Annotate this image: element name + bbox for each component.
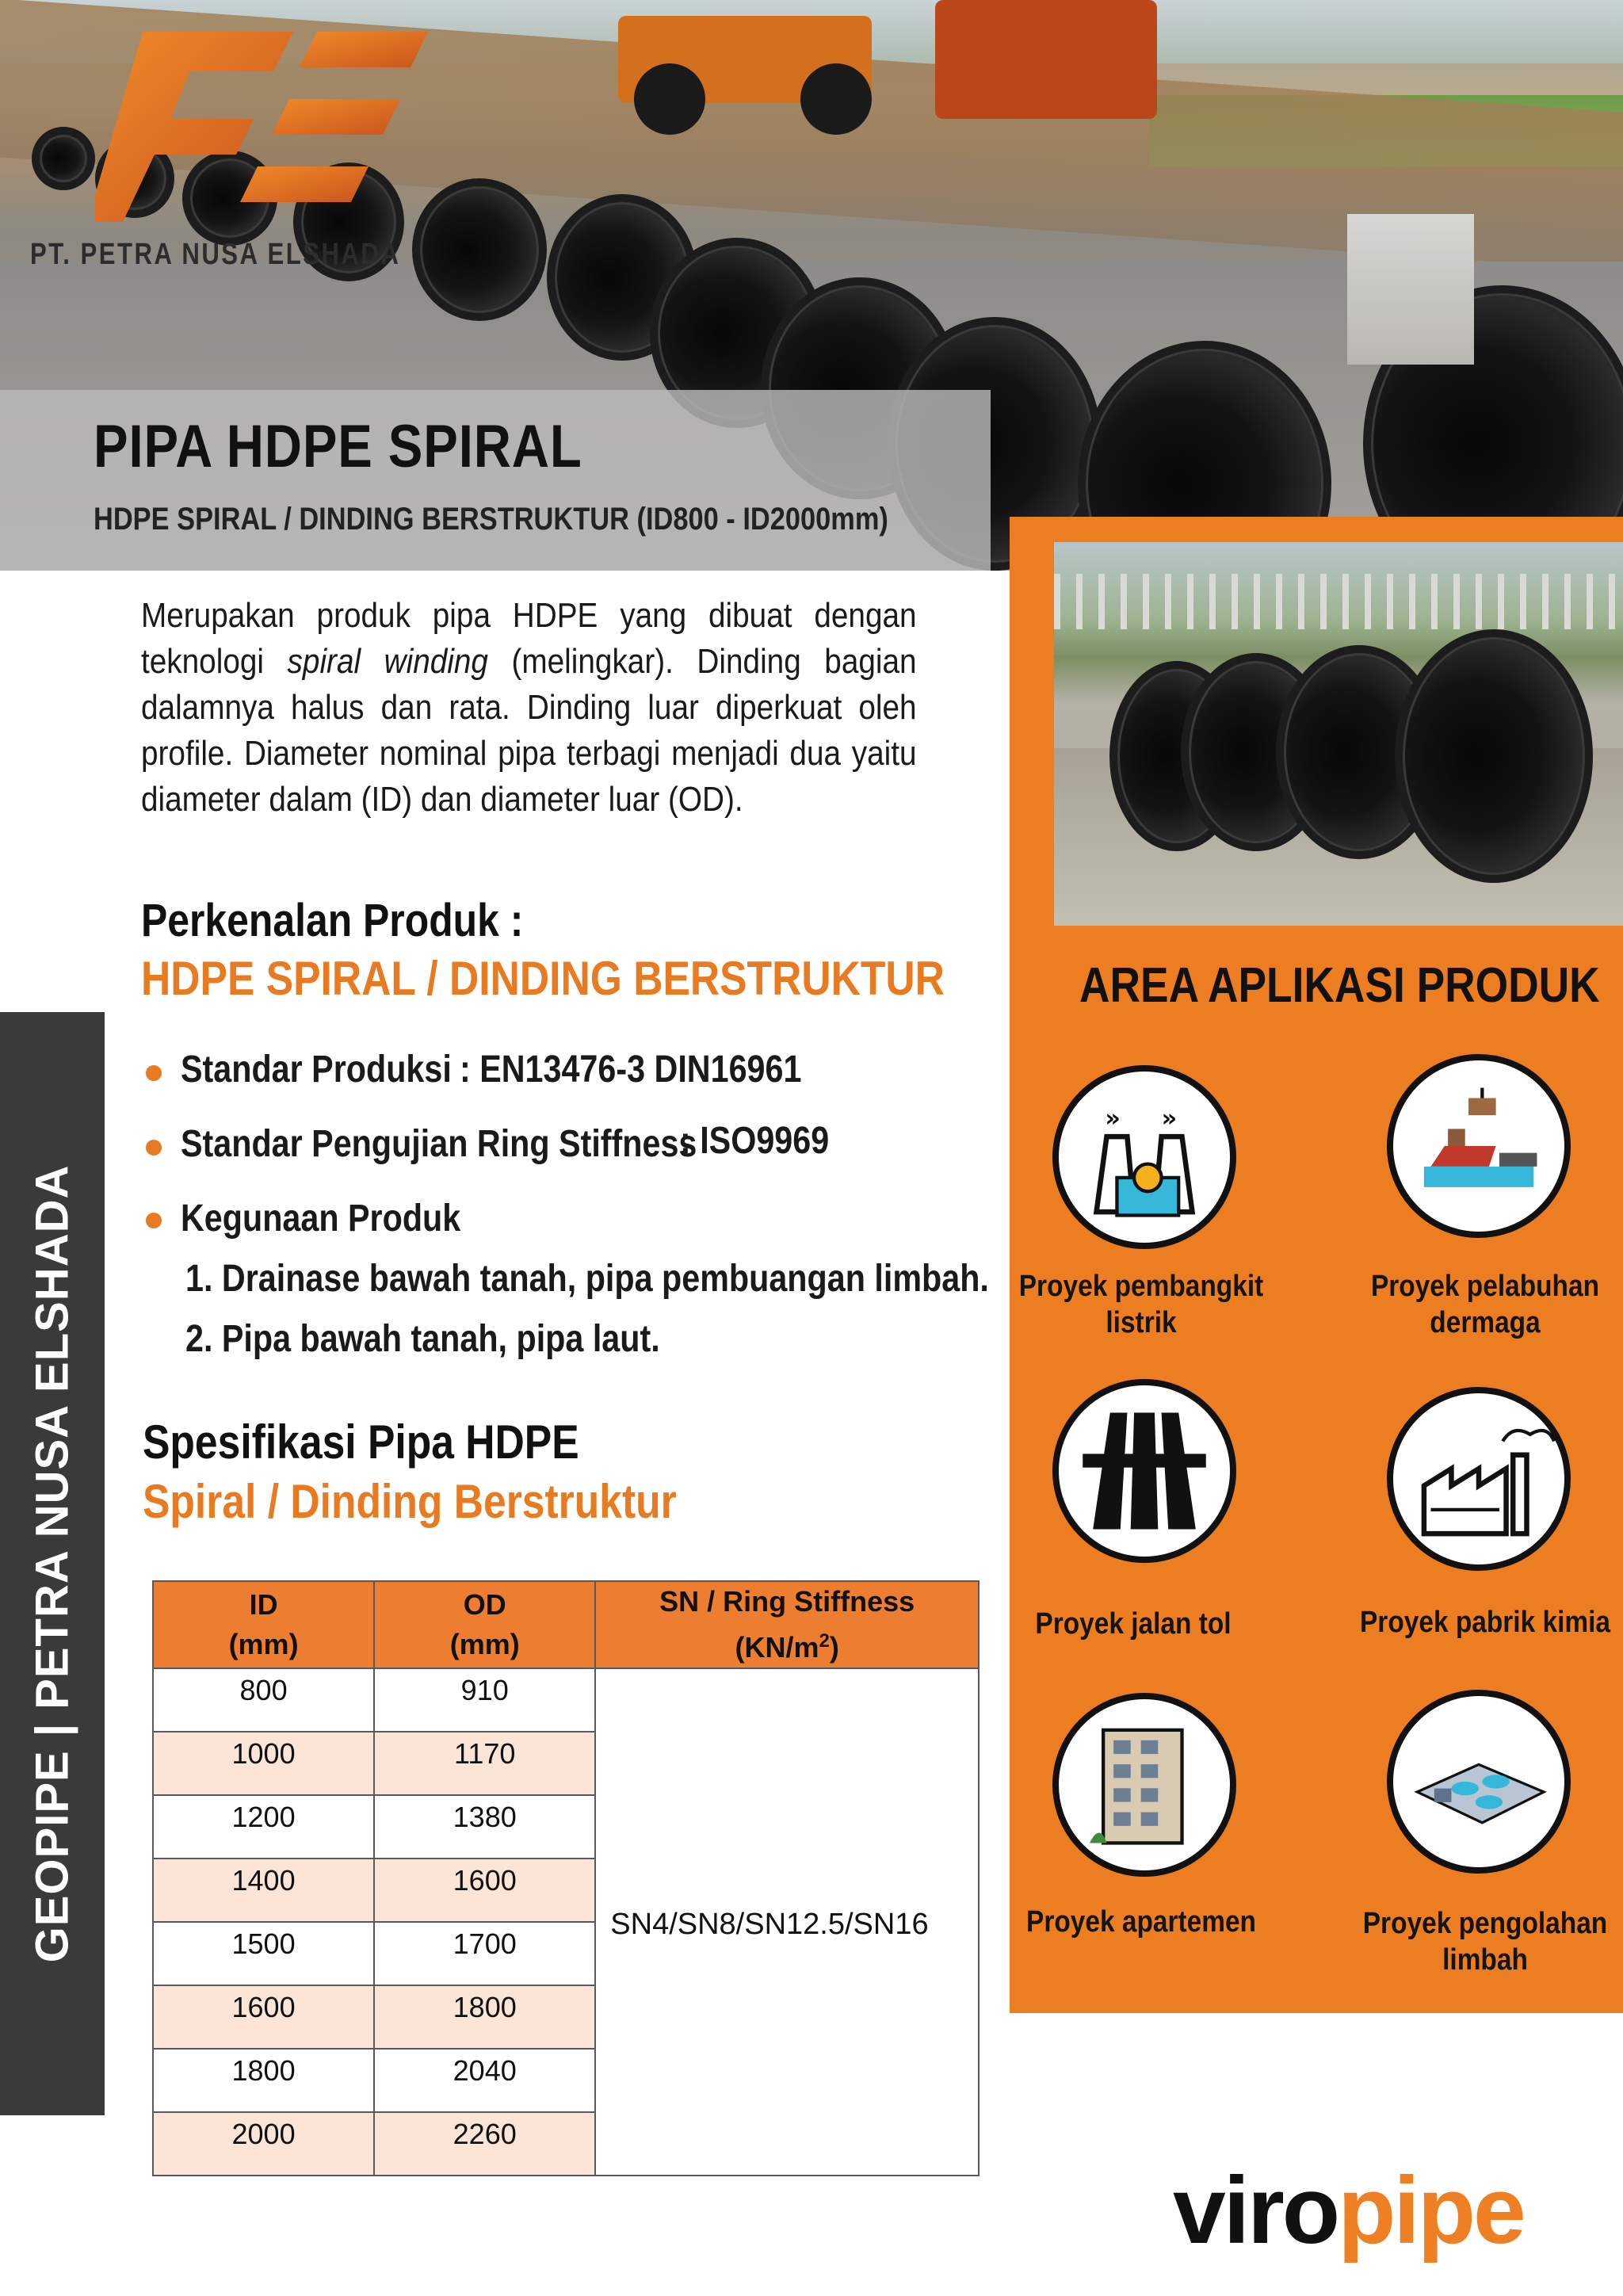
usage-item: 2. Pipa bawah tanah, pipa laut. [185,1318,660,1360]
spec-table [152,1580,980,2176]
cell-id: 1400 [153,1859,374,1922]
cell-sn: SN4/SN8/SN12.5/SN16 [595,1668,979,2176]
pipe-end [412,178,547,321]
pipe-stack-photo [1054,542,1623,926]
intro-text-start: Merupakan produk pipa HDPE yang dibuat dengan teknologi [141,596,917,681]
application-label: Proyek pabrik kimia [1359,1606,1610,1639]
column-header-id: ID (mm) [153,1581,374,1668]
cell-od: 1170 [374,1732,595,1795]
intro-text-end: (melingkar). Dinding bagian dalamnya halus dan rata. Dinding luar diperkuat oleh profile. Diameter nominal pipa terbagi menjadi dua yaitu diameter dalam (ID) dan diameter luar (OD). [141,642,917,819]
wastewater-plant-icon [1387,1690,1571,1874]
cell-id: 1800 [153,2049,374,2112]
cell-id: 1500 [153,1922,374,1985]
bullet-dot [146,1065,162,1081]
side-band-text: GEOPIPE | PETRA NUSA ELSHADA [26,1164,78,1963]
cell-id: 1000 [153,1732,374,1795]
cell-id: 2000 [153,2112,374,2176]
table-row [153,1668,979,1732]
standard-label: Standar Produksi [181,1049,452,1091]
pipe-end [1395,629,1593,883]
cell-od: 910 [374,1668,595,1732]
photo-fence [1054,574,1623,629]
company-name: PT. PETRA NUSA ELSHADA [30,238,401,271]
cell-od: 2040 [374,2049,595,2112]
harbor-icon [1387,1054,1571,1238]
column-header-od: OD (mm) [374,1581,595,1668]
cell-od: 2260 [374,2112,595,2176]
application-label: Proyek pengolahan limbah [1362,1907,1608,1977]
cell-od: 1600 [374,1859,595,1922]
cell-od: 1800 [374,1985,595,2049]
bullet-dot [146,1140,162,1156]
pipe-end [32,127,95,190]
svg-text:»: » [1161,1105,1178,1133]
page-subtitle: HDPE SPIRAL / DINDING BERSTRUKTUR (ID800 - ID2000mm) [94,502,888,537]
testing-label: Standar Pengujian Ring Stiffness [181,1123,697,1165]
factory-icon [1387,1387,1571,1571]
brand-logo [1173,2156,1524,2265]
apartment-icon [1052,1693,1236,1877]
intro-text-italic: spiral winding [287,642,488,681]
company-logo-icon [95,24,428,230]
highway-icon [1052,1379,1236,1563]
cell-id: 1200 [153,1795,374,1859]
application-heading: AREA APLIKASI PRODUK [1079,958,1600,1013]
spec-heading: Spesifikasi Pipa HDPE [143,1415,579,1469]
spec-subheading: Spiral / Dinding Berstruktur [143,1475,677,1528]
bullet-dot [146,1213,162,1228]
testing-value: : ISO9969 [680,1120,830,1162]
brand-part-2: pipe [1338,2157,1524,2264]
product-intro-heading: Perkenalan Produk : [141,895,524,946]
cell-od: 1380 [374,1795,595,1859]
product-intro-subheading: HDPE SPIRAL / DINDING BERSTRUKTUR [141,952,945,1005]
standard-value: : EN13476-3 DIN16961 [460,1049,802,1091]
cell-id: 800 [153,1668,374,1732]
svg-text:»: » [1105,1105,1121,1133]
application-label: Proyek pelabuhan dermaga [1370,1270,1600,1339]
application-label: Proyek pembangkit listrik [1018,1270,1264,1339]
truck-tire [800,63,872,135]
table-header-row [153,1581,979,1668]
excavator [935,0,1157,119]
application-label: Proyek jalan tol [1035,1607,1232,1641]
application-label: Proyek apartemen [1026,1905,1256,1939]
page-title: PIPA HDPE SPIRAL [94,413,582,480]
power-plant-icon [1052,1065,1236,1249]
column-header-sn: SN / Ring Stiffness $(KN/m^2)$ [595,1581,979,1668]
manhole-box [1347,214,1474,365]
cell-id: 1600 [153,1985,374,2049]
intro-paragraph [141,593,917,823]
usage-item: 1. Drainase bawah tanah, pipa pembuangan limbah. [185,1258,989,1300]
cell-od: 1700 [374,1922,595,1985]
brand-part-1: viro [1173,2157,1338,2264]
usage-label: Kegunaan Produk [181,1198,461,1240]
